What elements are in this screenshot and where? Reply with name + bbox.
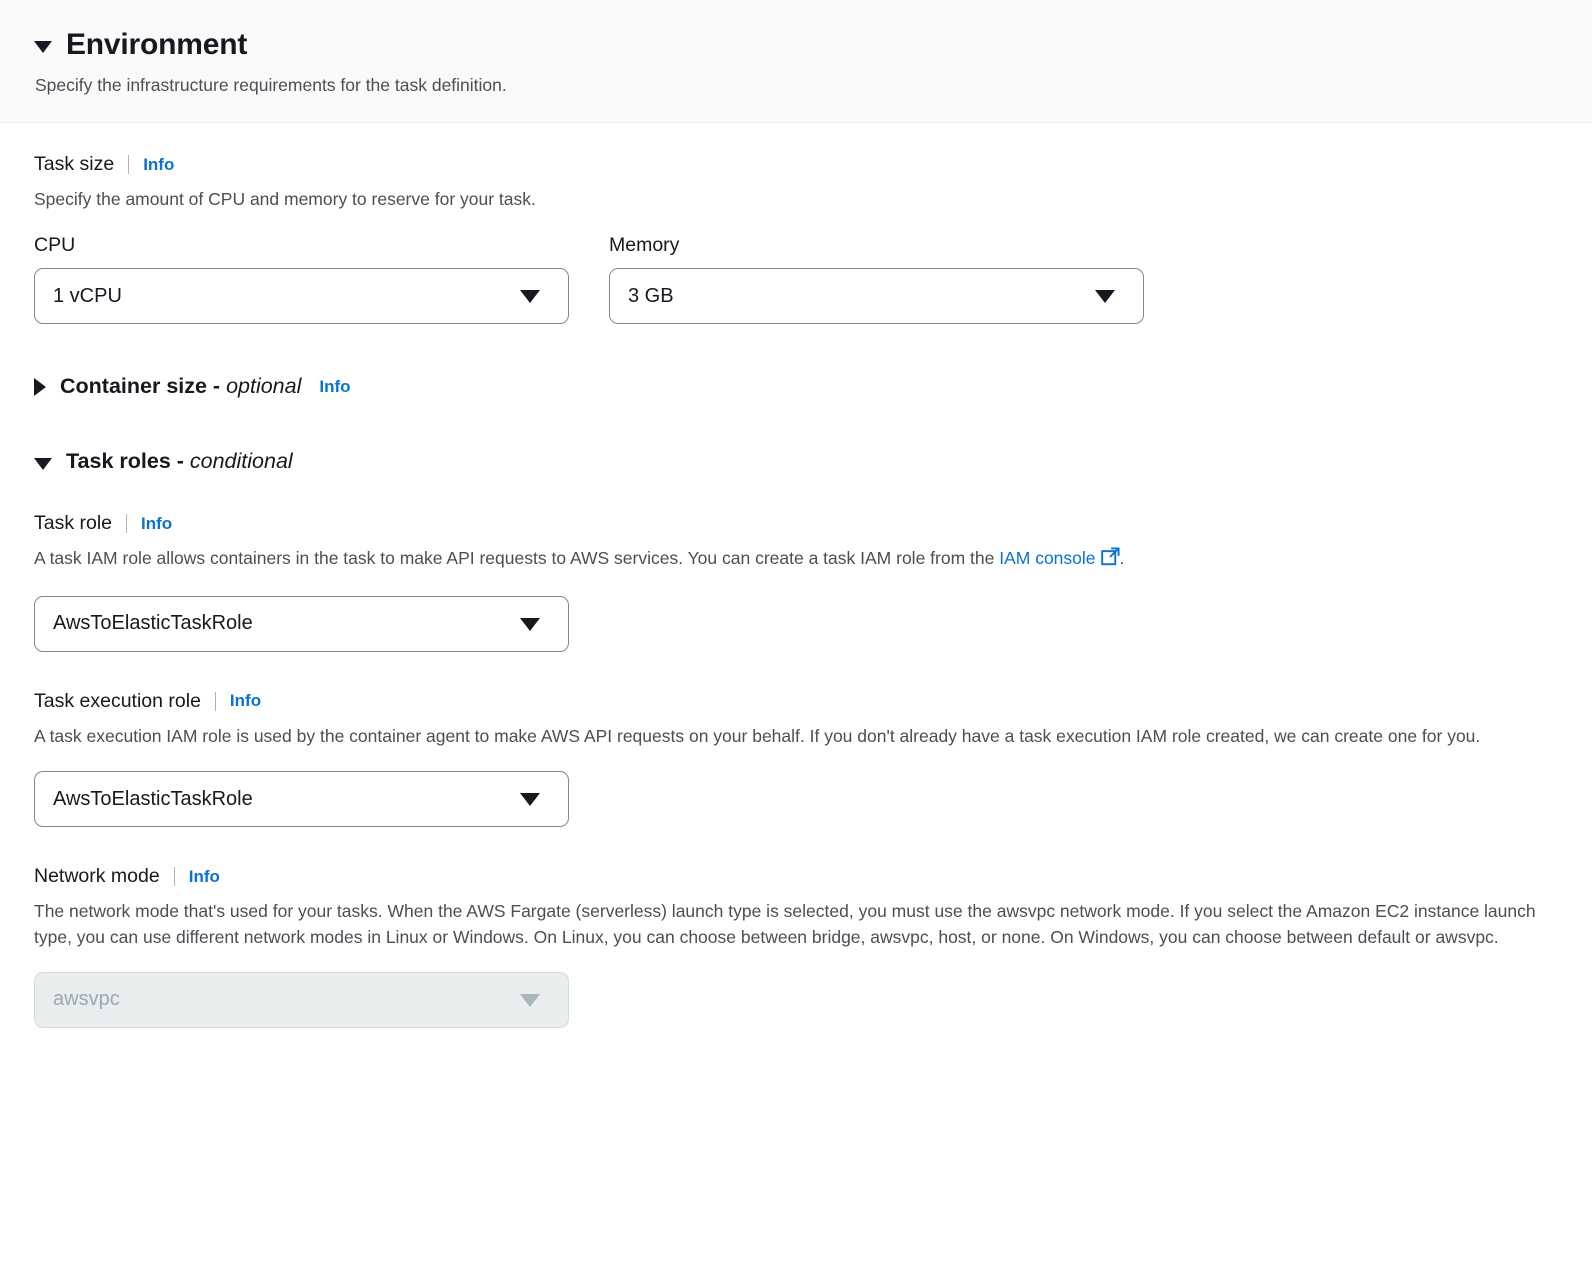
cpu-label: CPU [34, 234, 76, 257]
chevron-down-icon [520, 994, 540, 1007]
task-roles-header[interactable] [34, 449, 1558, 474]
task-roles-dash: - [170, 449, 190, 474]
iam-console-link[interactable]: IAM console [999, 548, 1096, 569]
environment-body [0, 123, 1592, 1028]
task-role-label-row [34, 512, 1558, 535]
memory-select[interactable] [609, 268, 1144, 324]
task-role-help [34, 546, 1558, 573]
chevron-down-icon [520, 618, 540, 631]
task-size-group [34, 153, 1558, 324]
task-role-help-after: . [1119, 548, 1125, 569]
memory-label: Memory [609, 234, 680, 257]
task-execution-role-info-link[interactable]: Info [229, 691, 262, 711]
network-mode-label-row [34, 865, 1558, 888]
task-roles-title-text: Task roles [66, 449, 171, 474]
task-execution-role-label: Task execution role [34, 689, 201, 712]
task-execution-role-group [34, 690, 1558, 827]
task-roles-title [66, 449, 293, 474]
task-role-select[interactable] [34, 596, 569, 652]
cpu-field [34, 234, 569, 324]
task-size-label: Task size [34, 153, 115, 175]
task-size-columns [34, 234, 1558, 324]
caret-down-icon[interactable] [34, 41, 52, 53]
task-execution-role-label-row [34, 690, 1558, 713]
label-divider [215, 692, 216, 711]
label-divider [174, 867, 175, 886]
task-roles-conditional: conditional [189, 449, 293, 474]
task-execution-role-select-value: AwsToElasticTaskRole [53, 787, 253, 810]
page-title: Environment [66, 28, 248, 61]
memory-select-value: 3 GB [628, 284, 674, 307]
task-role-info-link[interactable]: Info [141, 513, 173, 533]
container-size-optional: optional [226, 374, 302, 399]
task-size-info-link[interactable]: Info [143, 154, 175, 174]
caret-down-icon[interactable] [34, 458, 52, 470]
environment-description: Specify the infrastructure requirements for the task definition. [35, 75, 507, 95]
chevron-down-icon [520, 793, 540, 806]
container-size-dash: - [206, 374, 227, 399]
task-role-help-before: A task IAM role allows containers in the task to make API requests to AWS services. You can create a task IAM role from the [34, 548, 1000, 569]
environment-title-row[interactable] [34, 28, 1558, 61]
task-role-select-value: AwsToElasticTaskRole [53, 612, 253, 635]
network-mode-select-value: awsvpc [53, 988, 120, 1011]
task-size-label-row [34, 153, 1558, 176]
network-mode-help: The network mode that's used for your tasks. When the AWS Fargate (serverless) launch type is selected, you must use the awsvpc network mode. If you select the Amazon EC2 instance launch type, you can use different network modes in Linux or Windows. On Linux, you can choose between bridge, awsvpc, host, or none. On Windows, you can choose between default or awsvpc. [34, 901, 1536, 947]
task-size-help: Specify the amount of CPU and memory to reserve for your task. [34, 189, 536, 209]
label-divider [128, 155, 129, 174]
network-mode-label: Network mode [34, 865, 160, 888]
task-role-label: Task role [34, 512, 113, 535]
container-size-info-link[interactable]: Info [319, 376, 351, 396]
environment-section-header [0, 0, 1592, 123]
caret-right-icon[interactable] [34, 378, 46, 396]
container-size-title-text: Container size [60, 374, 207, 399]
chevron-down-icon [520, 290, 540, 303]
chevron-down-icon [1095, 290, 1115, 303]
external-link-icon [1101, 547, 1120, 573]
container-size-title [60, 374, 301, 399]
task-execution-role-help: A task execution IAM role is used by the container agent to make AWS API requests on your behalf. If you don't already have a task execution IAM role created, we can create one for you. [34, 725, 1481, 746]
memory-field [609, 234, 1144, 324]
network-mode-group [34, 865, 1558, 1028]
task-execution-role-select[interactable] [34, 771, 569, 827]
cpu-select-value: 1 vCPU [53, 284, 122, 307]
cpu-select[interactable] [34, 268, 569, 324]
network-mode-info-link[interactable]: Info [188, 866, 220, 886]
container-size-header[interactable] [34, 374, 1558, 399]
task-role-group [34, 512, 1558, 651]
label-divider [126, 514, 127, 533]
network-mode-select [34, 972, 569, 1028]
